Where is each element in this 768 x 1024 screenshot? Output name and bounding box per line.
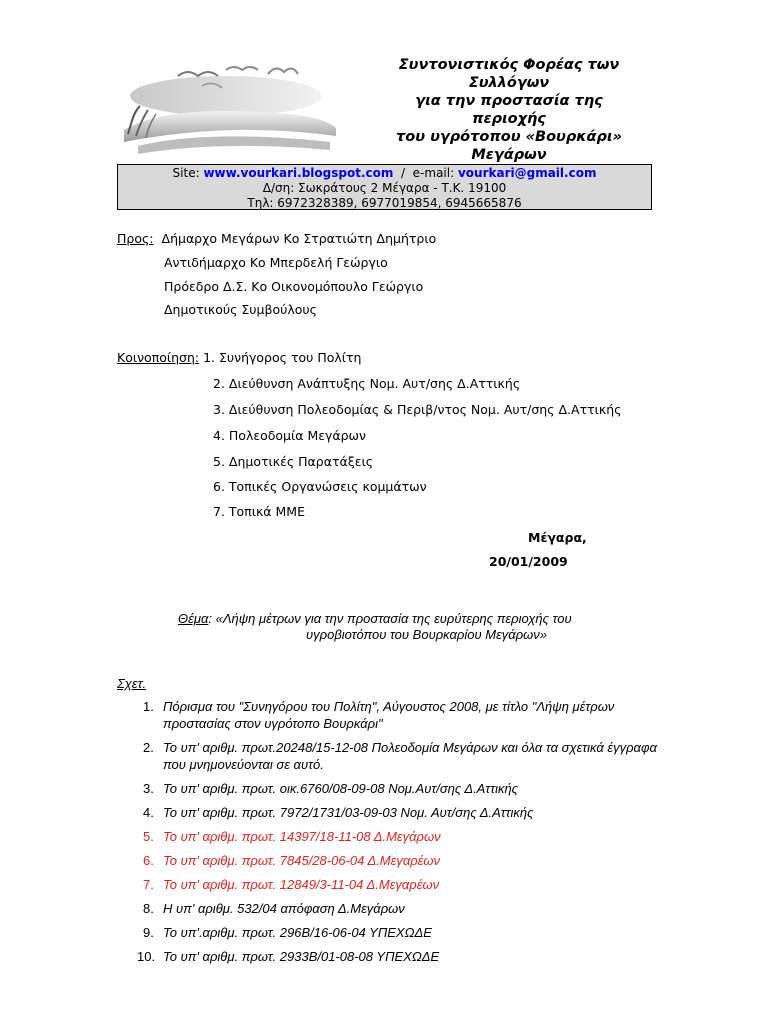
cc-label: Κοινοποίηση: [117,350,200,365]
recipient-mayor: Δήμαρχο Μεγάρων Κο Στρατιώτη Δημήτριο [161,231,437,246]
title-line: του υγρότοπου «Βουρκάρι» [396,129,622,145]
reference-text: Το υπ' αριθμ. πρωτ. 7845/28-06-04 Δ.Μεγαρέων [163,853,441,868]
cc-item: 2. Διεύθυνση Ανάπτυξης Νομ. Αυτ/σης Δ.Αττικής [213,376,521,391]
organization-title [362,56,656,164]
cc-item: 1. Συνήγορος του Πολίτη [199,350,362,365]
recipients-first-line [117,231,436,246]
reference-text: Το υπ' αριθμ. πρωτ. 7972/1731/03-09-03 Νομ. Αυτ/σης Δ.Αττικής [163,805,534,820]
recipient-deputy-mayor: Αντιδήμαρχο Κο Μπερδελή Γεώργιο [164,255,388,270]
title-line: Συλλόγων [468,75,550,91]
reference-text: Η υπ' αριθμ. 532/04 απόφαση Δ.Μεγάρων [163,901,405,916]
reference-text: Το υπ'.αριθμ. πρωτ. 296Β/16-06-04 ΥΠΕΧΩΔΕ [163,925,432,940]
subject-line [178,610,572,627]
reference-number: 7. [143,877,154,892]
recipient-council-president: Πρόεδρο Δ.Σ. Κο Οικονομόπουλο Γεώργιο [164,279,424,294]
reference-item [117,828,657,845]
recipient-council-members: Δημοτικούς Συμβούλους [164,302,317,317]
site-label: Site: [172,166,204,180]
reference-item [117,876,657,893]
reference-text: Πόρισμα του "Συνηγόρου του Πολίτη", Αύγουστος 2008, με τίτλο "Λήψη μέτρων προστασίας στον υγρότοπο Βουρκάρι" [163,699,615,731]
cc-item: 5. Δημοτικές Παρατάξεις [213,454,374,469]
reference-item [117,780,657,797]
reference-number: 8. [143,901,154,916]
references-label: Σχετ. [117,676,147,691]
title-line: για την προστασία της [415,93,603,109]
phones-line: Τηλ: 6972328389, 6977019854, 6945665876 [247,196,522,210]
reference-item [117,852,657,869]
reference-text: Το υπ' αριθμ. πρωτ. 14397/18-11-08 Δ.Μεγάρων [163,829,441,844]
organization-logo [118,50,340,162]
cc-first-line [117,350,361,365]
contact-box [117,164,652,210]
subject-text: : «Λήψη μέτρων για την προστασία της ευρύτερης περιοχής του [208,611,572,626]
cc-item: 4. Πολεοδομία Μεγάρων [213,428,367,443]
title-line: Συντονιστικός Φορέας των [398,57,620,73]
subject-label: Θέμα [178,611,209,626]
email-link[interactable]: vourkari@gmail.com [457,166,597,180]
reference-text: Το υπ' αριθμ. πρωτ. 12849/3-11-04 Δ.Μεγαρέων [163,877,440,892]
reference-item [117,804,657,821]
site-link[interactable]: www.vourkari.blogspot.com [203,166,394,180]
references-list [117,698,657,972]
address-line: Δ/ση: Σωκράτους 2 Μέγαρα - Τ.Κ. 19100 [262,181,507,195]
reference-number: 6. [143,853,154,868]
reference-number: 4. [143,805,154,820]
place-label: Μέγαρα, [528,530,587,545]
reference-item [117,924,657,941]
reference-text: Το υπ' αριθμ. πρωτ. 2933Β/01-08-08 ΥΠΕΧΩΔΕ [163,949,440,964]
reference-number: 5. [143,829,154,844]
document-date: 20/01/2009 [489,554,568,569]
reference-number: 2. [143,740,154,755]
subject-text-continued: υγροβιοτόπου του Βουρκαρίου Μεγάρων» [306,627,548,642]
reference-item [117,698,657,732]
reference-number: 10. [137,949,156,964]
reference-item [117,739,657,773]
recipients-label: Προς: [117,231,154,246]
cc-item: 6. Τοπικές Οργανώσεις κομμάτων [213,479,427,494]
reference-number: 9. [143,925,154,940]
reference-number: 1. [143,699,154,714]
cc-item: 3. Διεύθυνση Πολεοδομίας & Περιβ/ντος Νομ. Αυτ/σης Δ.Αττικής [213,402,622,417]
title-line: περιοχής [472,111,546,127]
reference-text: Το υπ' αριθμ. πρωτ.20248/15-12-08 Πολεοδομία Μεγάρων και όλα τα σχετικά έγγραφα που μνημονεύονται σε αυτό. [163,740,657,772]
email-label: / e-mail: [393,166,458,180]
reference-text: Το υπ' αριθμ. πρωτ. οικ.6760/08-09-08 Νομ.Αυτ/σης Δ.Αττικής [163,781,518,796]
cc-item: 7. Τοπικά ΜΜΕ [213,504,305,519]
web-contact-line [118,166,651,181]
reference-item [117,900,657,917]
reference-item [117,948,657,965]
reference-number: 3. [143,781,154,796]
title-line: Μεγάρων [471,147,547,163]
